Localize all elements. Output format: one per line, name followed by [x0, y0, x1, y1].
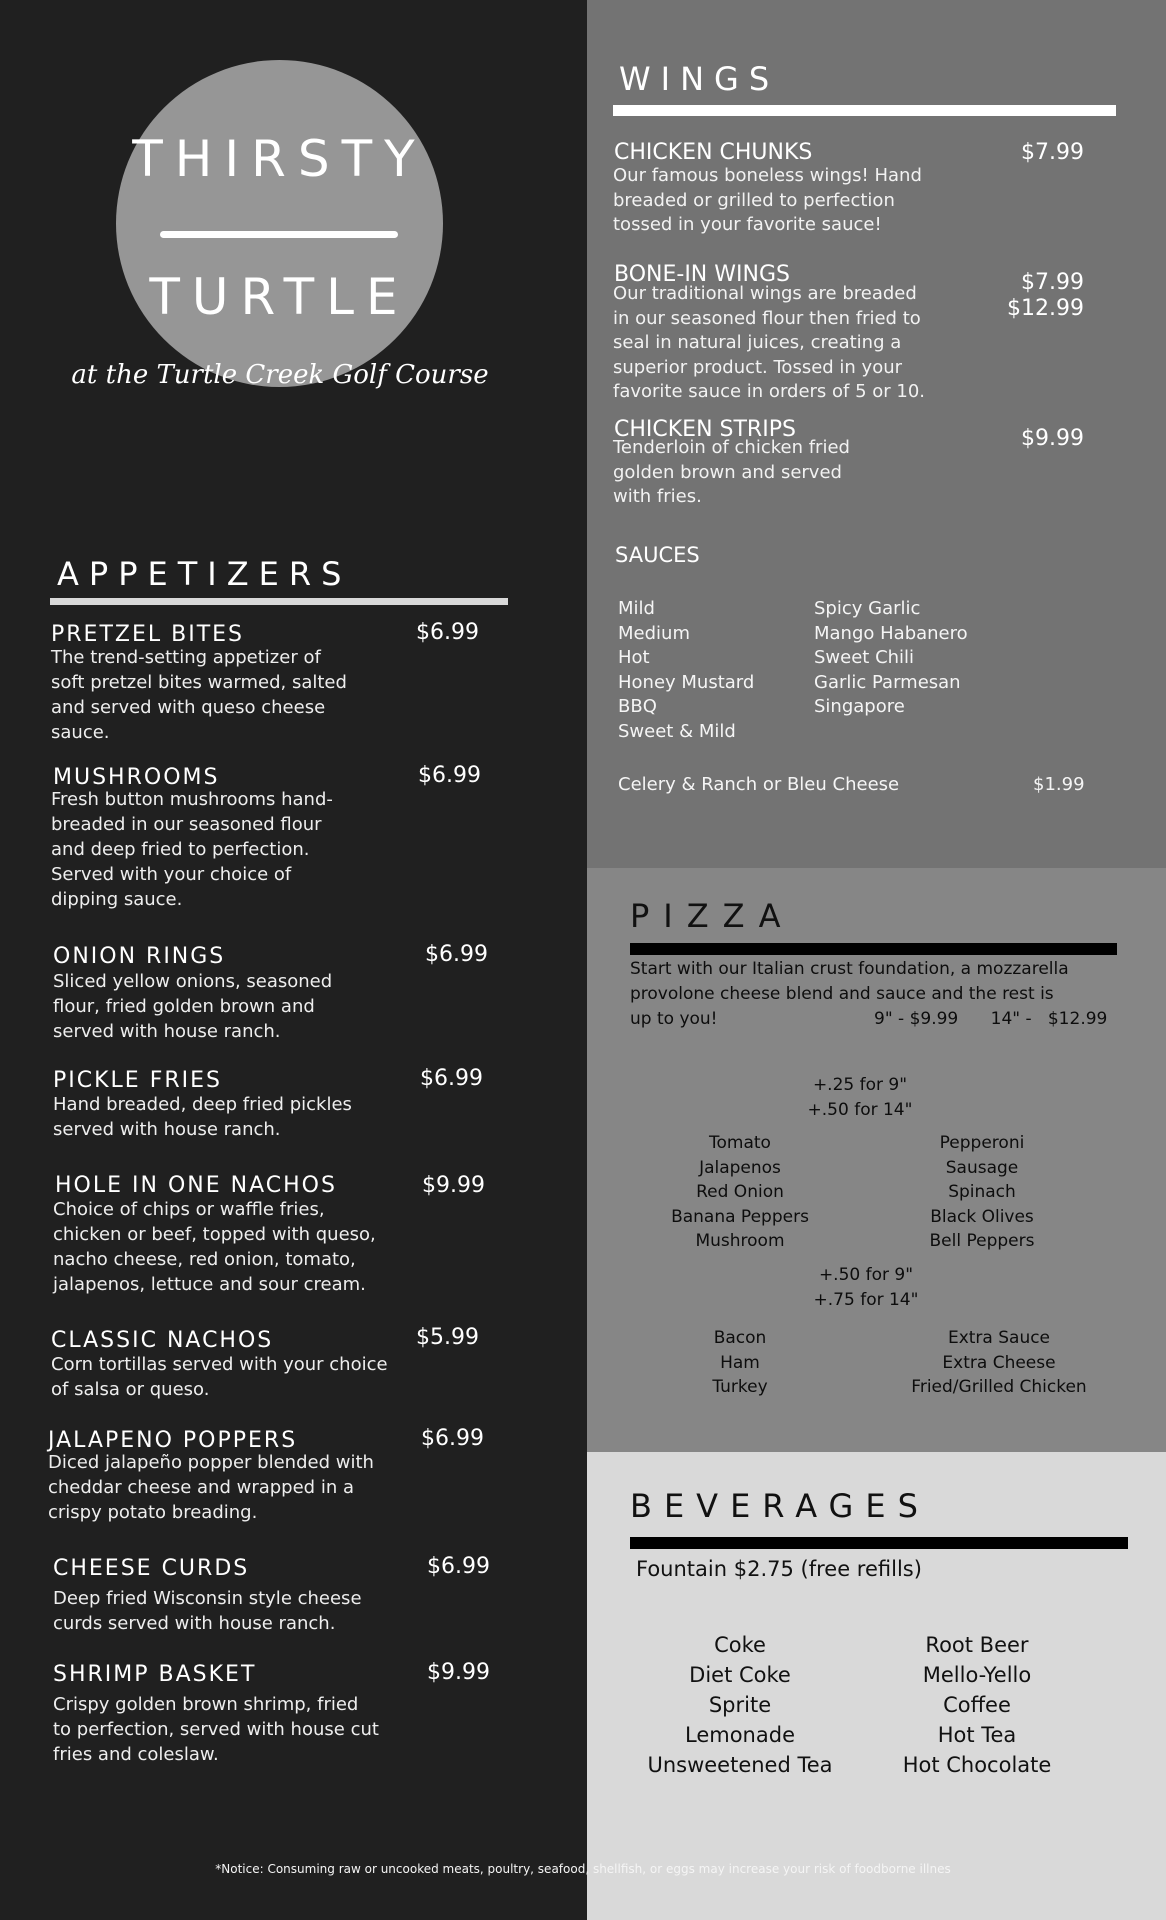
- wing-item-price: $7.99 $12.99: [1007, 270, 1084, 321]
- beverages-rule: [630, 1537, 1128, 1549]
- appetizer-name: PICKLE FRIES: [53, 1068, 222, 1093]
- appetizer-name: CHEESE CURDS: [53, 1556, 250, 1581]
- appetizer-price: $6.99: [416, 620, 479, 645]
- topping-tier2-left: Bacon Ham Turkey: [712, 1328, 768, 1397]
- appetizer-price: $9.99: [427, 1660, 490, 1685]
- appetizer-description: Choice of chips or waffle fries, chicken or beef, topped with queso, nacho cheese, red onion, tomato, jalapenos, lettuce and sour cream.: [53, 1199, 376, 1295]
- appetizer-price: $9.99: [422, 1173, 485, 1198]
- appetizer-name: SHRIMP BASKET: [53, 1662, 257, 1687]
- appetizer-price: $6.99: [425, 942, 488, 967]
- appetizer-name: CLASSIC NACHOS: [51, 1328, 274, 1353]
- wings-rule: [613, 105, 1116, 116]
- logo-divider: [160, 231, 398, 238]
- appetizers-title: APPETIZERS: [57, 555, 352, 593]
- pizza-title: PIZZA: [630, 897, 795, 935]
- sauces-list-right: Spicy Garlic Mango Habanero Sweet Chili Garlic Parmesan Singapore: [814, 598, 968, 717]
- side-label: Celery & Ranch or Bleu Cheese: [618, 774, 900, 795]
- appetizer-description: The trend-setting appetizer of soft pretzel bites warmed, salted and served with queso cheese sauce.: [51, 647, 347, 743]
- topping-tier2-right: Extra Sauce Extra Cheese Fried/Grilled Chicken: [911, 1328, 1087, 1397]
- wing-item-description: Our famous boneless wings! Hand breaded or grilled to perfection tossed in your favorite sauce!: [613, 165, 922, 235]
- pizza-rule: [630, 943, 1117, 955]
- food-safety-notice: *Notice: Consuming raw or uncooked meats, poultry, seafood, shellfish, or eggs may increase your risk of foodborne illnes: [215, 1862, 951, 1876]
- logo-title-line2: TURTLE: [149, 268, 410, 326]
- topping-tier1-right: Pepperoni Sausage Spinach Black Olives Bell Peppers: [929, 1133, 1035, 1251]
- pizza-sizes: 9" - $9.99 14" - $12.99: [874, 1009, 1108, 1029]
- topping-tier1-left: Tomato Jalapenos Red Onion Banana Peppers Mushroom: [671, 1133, 809, 1251]
- appetizer-description: Crispy golden brown shrimp, fried to perfection, served with house cut fries and coleslaw.: [53, 1694, 379, 1765]
- logo-subtitle: at the Turtle Creek Golf Course: [71, 360, 489, 390]
- appetizer-name: MUSHROOMS: [53, 765, 220, 790]
- appetizer-price: $6.99: [418, 763, 481, 788]
- beverages-title: BEVERAGES: [630, 1487, 930, 1525]
- wing-item-name: CHICKEN CHUNKS: [614, 140, 813, 165]
- appetizer-price: $5.99: [416, 1325, 479, 1350]
- appetizer-description: Fresh button mushrooms hand- breaded in our seasoned flour and deep fried to perfection. Served with your choice of dipping sauce.: [51, 789, 333, 910]
- wing-item-name: CHICKEN STRIPS: [614, 417, 796, 442]
- appetizer-description: Diced jalapeño popper blended with cheddar cheese and wrapped in a crispy potato breading.: [48, 1452, 374, 1523]
- wing-item-name: BONE-IN WINGS: [614, 262, 790, 287]
- appetizer-name: PRETZEL BITES: [51, 622, 244, 647]
- side-price: $1.99: [1033, 774, 1085, 795]
- wing-item-description: Tenderloin of chicken fried golden brown and served with fries.: [613, 437, 850, 507]
- pizza-intro: Start with our Italian crust foundation, a mozzarella provolone cheese blend and sauce and the rest is up to you!: [630, 959, 1069, 1029]
- appetizer-name: JALAPENO POPPERS: [48, 1428, 298, 1453]
- appetizer-name: HOLE IN ONE NACHOS: [55, 1173, 337, 1198]
- appetizer-price: $6.99: [420, 1066, 483, 1091]
- beverage-list-right: Root Beer Mello-Yello Coffee Hot Tea Hot Chocolate: [902, 1633, 1052, 1777]
- appetizer-description: Hand breaded, deep fried pickles served with house ranch.: [53, 1094, 352, 1140]
- topping-tier1-price: +.25 for 9" +.50 for 14": [807, 1075, 913, 1120]
- beverage-list-left: Coke Diet Coke Sprite Lemonade Unsweetened Tea: [647, 1633, 833, 1777]
- appetizer-price: $6.99: [427, 1554, 490, 1579]
- fountain-price: Fountain $2.75 (free refills): [636, 1557, 922, 1581]
- wing-item-price: $9.99: [1021, 426, 1084, 451]
- appetizer-description: Sliced yellow onions, seasoned flour, fried golden brown and served with house ranch.: [53, 971, 333, 1042]
- wing-item-price: $7.99: [1021, 140, 1084, 165]
- logo-title-line1: THIRSTY: [132, 130, 427, 188]
- sauces-title: SAUCES: [615, 543, 700, 567]
- sauces-list-left: Mild Medium Hot Honey Mustard BBQ Sweet & Mild: [618, 598, 755, 742]
- appetizer-price: $6.99: [421, 1426, 484, 1451]
- wings-title: WINGS: [619, 60, 780, 98]
- topping-tier2-price: +.50 for 9" +.75 for 14": [813, 1265, 919, 1310]
- appetizer-description: Corn tortillas served with your choice of salsa or queso.: [51, 1354, 388, 1400]
- appetizer-description: Deep fried Wisconsin style cheese curds served with house ranch.: [53, 1588, 362, 1634]
- appetizer-name: ONION RINGS: [53, 944, 226, 969]
- logo-circle: [116, 60, 443, 387]
- wing-item-description: Our traditional wings are breaded in our seasoned flour then fried to seal in natural juices, creating a superior product. Tossed in your favorite sauce in orders of 5 or 10.: [613, 283, 926, 402]
- appetizers-rule: [50, 598, 508, 605]
